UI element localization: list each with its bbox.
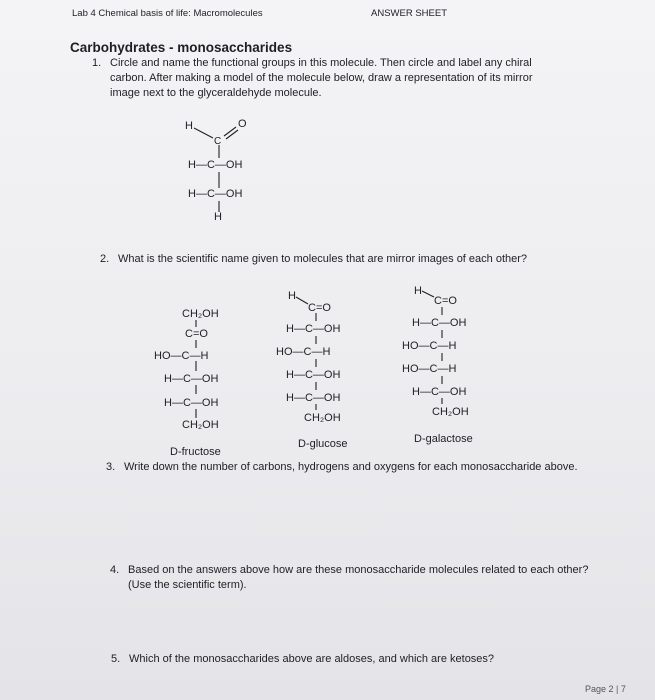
header-answer-sheet: ANSWER SHEET — [371, 8, 448, 19]
question-3-text: Write down the number of carbons, hydrogens and oxygens for each monosaccharide above. — [124, 461, 578, 473]
galactose-row-6: H—C—OH — [412, 386, 467, 398]
galactose-name: D-galactose — [414, 433, 473, 445]
fructose-row-6: CH₂OH — [182, 419, 219, 431]
glucose-name: D-glucose — [298, 438, 348, 450]
fructose-row-4: H—C—OH — [164, 373, 219, 385]
header-course-title: Lab 4 Chemical basis of life: Macromolecules — [72, 8, 263, 19]
fructose-name: D-fructose — [170, 446, 221, 458]
bond-c-o-double-2 — [226, 130, 238, 139]
bond-h-c-aldehyde — [194, 128, 213, 138]
glucose-row-7: CH₂OH — [304, 412, 341, 424]
question-5-text: Which of the monosaccharides above are aldoses, and which are ketoses? — [129, 653, 495, 665]
question-4-number: 4. — [110, 564, 120, 576]
galactose-row-2: C=O — [434, 295, 457, 307]
question-3-number: 3. — [106, 461, 116, 473]
glucose-row-1: H — [288, 290, 296, 302]
galactose-row-4: HO—C—H — [402, 340, 457, 352]
fructose-row-2: C=O — [185, 328, 208, 340]
glyceraldehyde-row-2: H—C—OH — [188, 159, 243, 171]
galactose-row-3: H—C—OH — [412, 317, 467, 329]
bond-glucose-h — [296, 297, 308, 304]
glyceraldehyde-row-3: H—C—OH — [188, 188, 243, 200]
glucose-row-3: H—C—OH — [286, 323, 341, 335]
question-5-number: 5. — [111, 653, 121, 665]
glyceraldehyde-o-top: O — [238, 118, 247, 130]
glyceraldehyde-h-bottom: H — [214, 211, 222, 223]
question-5 — [111, 652, 599, 667]
fructose-row-3: HO—C—H — [154, 350, 209, 362]
glucose-row-2: C=O — [308, 302, 331, 314]
galactose-row-5: HO—C—H — [402, 363, 457, 375]
question-2-text: What is the scientific name given to molecules that are mirror images of each other? — [118, 253, 528, 265]
question-3 — [106, 460, 594, 475]
bond-galactose-h — [422, 291, 434, 297]
glyceraldehyde-c-top: C — [214, 136, 222, 147]
question-4-text: Based on the answers above how are these monosaccharide molecules related to each other? (Use the scientific term). — [128, 564, 589, 591]
page-number: Page 2 | 7 — [585, 684, 626, 694]
section-title: Carbohydrates - monosaccharides — [70, 40, 293, 55]
glucose-row-5: H—C—OH — [286, 369, 341, 381]
bond-c-o-double-1 — [224, 127, 236, 136]
galactose-row-7: CH₂OH — [432, 406, 469, 418]
fructose-row-5: H—C—OH — [164, 397, 219, 409]
glucose-row-4: HO—C—H — [276, 346, 331, 358]
question-2-number: 2. — [100, 253, 110, 265]
question-1-text: Circle and name the functional groups in this molecule. Then circle and label any chiral carbon. After making a model of the molecule below, draw a representation of its mirror image next to the glyceraldehyde molecule. — [110, 57, 533, 99]
question-1-number: 1. — [92, 57, 102, 69]
glyceraldehyde-h-top: H — [185, 120, 193, 132]
question-2 — [100, 252, 558, 267]
question-4 — [110, 563, 598, 593]
fructose-row-1: CH₂OH — [182, 308, 219, 320]
glucose-row-6: H—C—OH — [286, 392, 341, 404]
galactose-row-1: H — [414, 285, 422, 297]
